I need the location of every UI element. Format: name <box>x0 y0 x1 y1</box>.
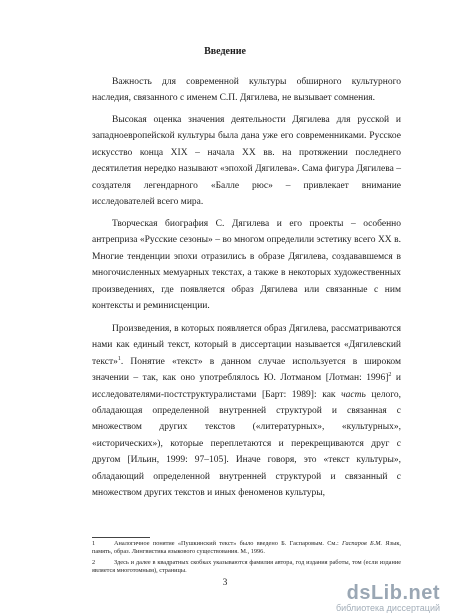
paragraph-4-text-c: и исследователями-постструктуралистами [Барт: 1989]: как <box>92 373 401 400</box>
footnote-2 <box>92 559 401 576</box>
paragraph-4 <box>92 321 401 501</box>
paragraph-4-text-b: . Понятие «текст» в данном случае используется в широком значении – так, как оно употреблялось Ю. Лотманом [Лотман: 1996] <box>92 356 401 384</box>
paragraph-4-emphasis: часть <box>341 389 366 400</box>
paragraph-3: Творческая биография С. Дягилева и его проекты – особенно антреприза «Русские сезоны» – во многом определили эстетику всего XX в. Многие тенденции эпохи отразились в образе Дягилева, создававшемся в многочисленных мемуарных текстах, а также в некоторых художественных произведениях, где появляется образ Дягилева или связанные с ним контексты и реминисценции. <box>92 219 401 312</box>
watermark-logo-text: dsLib.net <box>346 582 440 604</box>
section-heading: Введение <box>204 46 246 57</box>
paragraph-4-text-d: целого, обладающая определенной внутренней структурой и связанная с множеством других текстов («литературных», «культурных», «исторических»), которые переплетаются и перекрещиваются друг с другом [Ильин, 1999: 97–105]. Иначе говоря, это «текст культуры», обладающий определенной внутренней структурой и связанный с множеством других текстов и иных феноменов культуры, <box>92 389 401 499</box>
watermark-tagline: библиотека диссертаций <box>335 603 440 613</box>
footnote-2-number: 2 <box>92 559 96 566</box>
footnote-1 <box>92 540 401 557</box>
footnote-divider <box>92 537 150 538</box>
footnote-1-number: 1 <box>92 540 96 547</box>
footnote-1-emphasis: Гаспаров Б.М. <box>342 540 383 547</box>
page-number: 3 <box>222 578 228 588</box>
paragraph-1: Важность для современной культуры обширного культурного наследия, связанного с именем С.П. Дягилева, не вызывает сомнения. <box>92 77 401 104</box>
paragraph-4-text-a: Произведения, в которых появляется образ Дягилева, рассматриваются нами как единый текст, который в диссертации называется «Дягилевский текст» <box>92 324 401 367</box>
footnote-2-text: Здесь и далее в квадратных скобках указываются фамилия автора, год издания работы, том (если издание является многотомным), страницы. <box>92 559 401 575</box>
footnote-1-text-a: Аналогичное понятие «Пушкинский текст» было введено Б. Гаспаровым. См.: <box>114 540 343 547</box>
paragraph-2: Высокая оценка значения деятельности Дягилева для русской и западноевропейской культуры была дана уже его современниками. Русское искусство конца XIX – начала XX вв. на протяжении последнего десятилетия нередко называют «эпохой Дягилева». Сама фигура Дягилева – создателя легендарного «Балле рюс» – привлекает внимание исследователей всего мира. <box>92 115 401 208</box>
footnote-ref-2[interactable]: 2 <box>388 372 392 379</box>
watermark[interactable] <box>290 582 440 614</box>
footnote-ref-1[interactable]: 1 <box>117 355 121 362</box>
footnote-1-text-b: Язык, память, образ. Лингвистика языкового существования. М., 1996. <box>92 540 401 556</box>
